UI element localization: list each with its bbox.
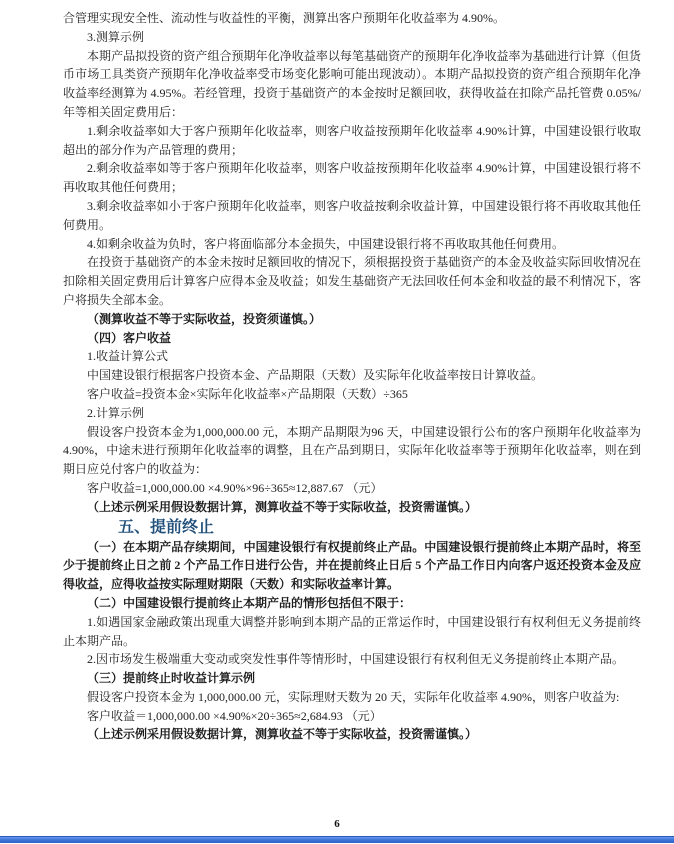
paragraph: （一）在本期产品存续期间，中国建设银行有权提前终止产品。中国建设银行提前终止本期产品时，将至少于提前终止日之前 2 个产品工作日进行公告，并在提前终止日后 5 个产品工作日内向客户返还投资本金及应得收益，应得收益按实际理财期限（天数）和实际收益率计算。 (63, 539, 641, 592)
paragraph: 3.测算示例 (87, 29, 145, 44)
paragraph: （上述示例采用假设数据计算，测算收益不等于实际收益，投资需谨慎。） (87, 727, 478, 742)
paragraph: 4.如剩余收益为负时，客户将面临部分本金损失，中国建设银行将不再收取其他任何费用。 (87, 236, 565, 251)
paragraph: 本期产品拟投资的资产组合预期年化净收益率以每笔基础资产的预期年化净收益率为基础进行计算（但货币市场工具类资产预期年化净收益率受市场变化影响可能出现波动）。本期产品拟投资的资产组合预期年化净收益率经测算为 4.95%。若经管理，投资于基础资产的本金按时足额回收，获得收益在扣除产品托管费 0.05%/年等相关固定费用后： (63, 48, 641, 119)
paragraph: 2.剩余收益率如等于客户预期年化收益率，则客户收益按预期年化收益率 4.90%计算，中国建设银行将不再收取其他任何费用； (63, 161, 641, 195)
section-heading: 五、提前终止 (118, 518, 215, 536)
document-body (63, 9, 641, 744)
paragraph: （测算收益不等于实际收益，投资须谨慎。） (87, 311, 322, 326)
paragraph: 客户收益＝1,000,000.00 ×4.90%×20÷365≈2,684.93 （元） (87, 708, 382, 723)
paragraph: 1.如遇国家金融政策出现重大调整并影响到本期产品的正常运作时，中国建设银行有权利但无义务提前终止本期产品。 (63, 614, 641, 648)
paragraph: 合管理实现安全性、流动性与收益性的平衡，测算出客户预期年化收益率为 4.90%。 (63, 11, 505, 25)
horizontal-scrollbar[interactable] (0, 836, 674, 843)
paragraph: 1.剩余收益率如大于客户预期年化收益率，则客户收益按预期年化收益率 4.90%计算，中国建设银行收取超出的部分作为产品管理的费用； (63, 123, 641, 157)
page-number: 6 (334, 818, 340, 830)
paragraph: 2.计算示例 (87, 405, 145, 420)
paragraph: 客户收益=投资本金×实际年化收益率×产品期限（天数）÷365 (87, 386, 408, 401)
page-footer (0, 818, 674, 830)
paragraph: （上述示例采用假设数据计算，测算收益不等于实际收益，投资需谨慎。） (87, 499, 478, 514)
paragraph: 1.收益计算公式 (87, 349, 169, 364)
paragraph: （二）中国建设银行提前终止本期产品的情形包括但不限于： (87, 595, 412, 610)
paragraph: （三）提前终止时收益计算示例 (87, 671, 256, 686)
paragraph: 在投资于基础资产的本金未按时足额回收的情况下，须根据投资于基础资产的本金及收益实际回收情况在扣除相关固定费用后计算客户应得本金及收益；如发生基础资产无法回收任何本金和收益的最不利情况下，客户将损失全部本金。 (63, 255, 641, 307)
paragraph: （四）客户收益 (87, 330, 172, 345)
paragraph: 2.因市场发生极端重大变动或突发性事件等情形时，中国建设银行有权利但无义务提前终止本期产品。 (87, 652, 625, 667)
paragraph: 3.剩余收益率如小于客户预期年化收益率，则客户收益按剩余收益计算，中国建设银行将不再收取其他任何费用。 (63, 198, 641, 232)
paragraph: 中国建设银行根据客户投资本金、产品期限（天数）及实际年化收益率按日计算收益。 (87, 368, 544, 383)
paragraph: 假设客户投资本金为 1,000,000.00 元，实际理财天数为 20 天，实际年化收益率 4.90%，则客户收益为: (87, 689, 620, 704)
paragraph: 假设客户投资本金为1,000,000.00 元，本期产品期限为96 天，中国建设银行公布的客户预期年化收益率为 4.90%，中途未进行预期年化收益率的调整，且在产品到期日，实际年化收益率等于预期年化收益率，则在到期日应兑付客户的收益为： (63, 424, 641, 477)
paragraph: 客户收益=1,000,000.00 ×4.90%×96÷365≈12,887.67 （元） (87, 480, 383, 495)
